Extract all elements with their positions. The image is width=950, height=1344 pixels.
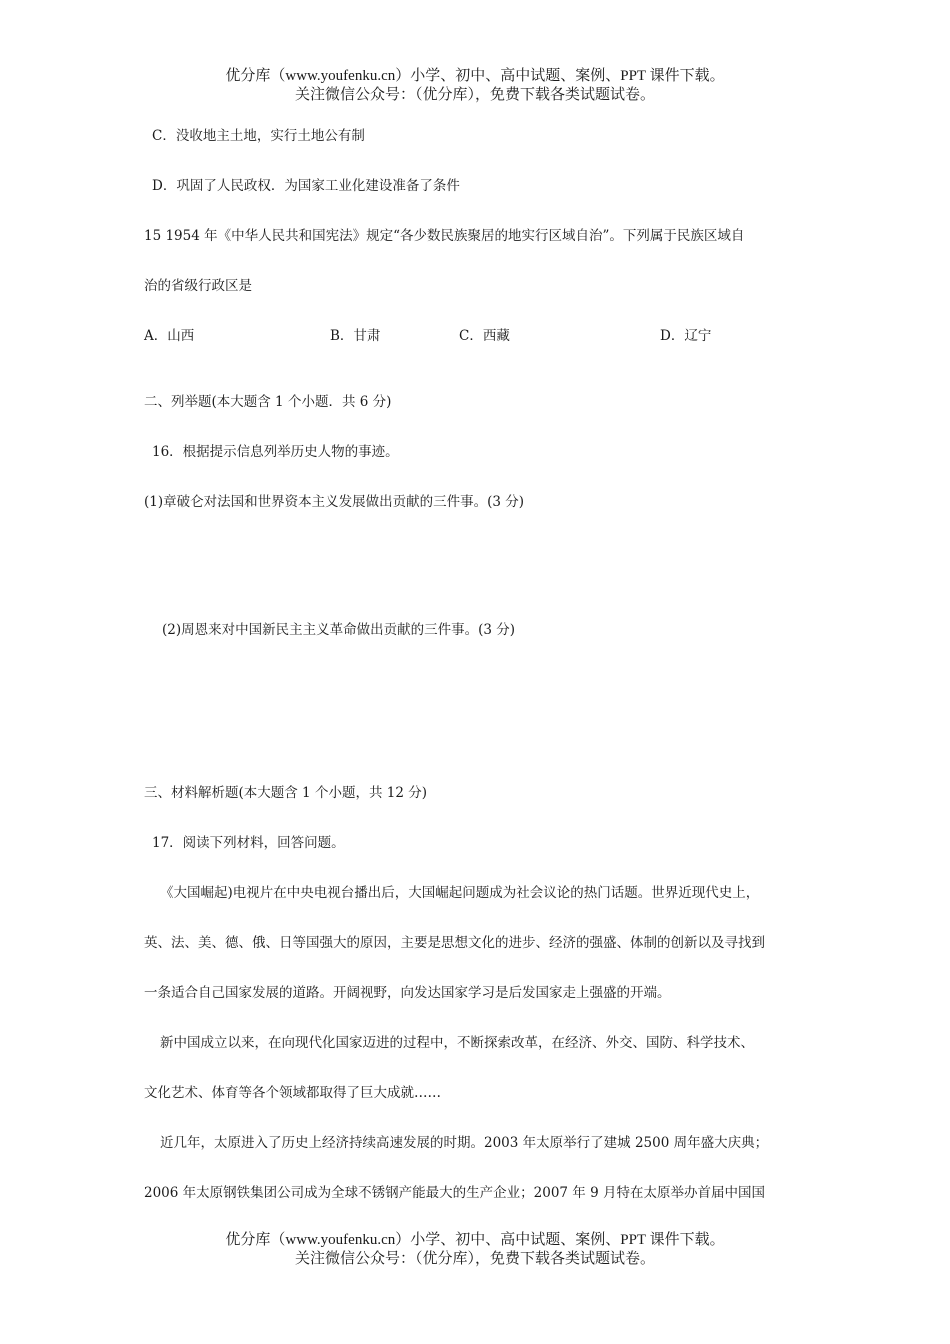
material-line-6: 近几年，太原进入了历史上经济持续高速发展的时期。2003 年太原举行了建城 2500 周年盛大庆典； — [160, 1135, 769, 1151]
q14-option-d: D．巩固了人民政权．为国家工业化建设准备了条件 — [152, 178, 460, 194]
material-line-7: 2006 年太原钢铁集团公司成为全球不锈钢产能最大的生产企业；2007 年 9 月特在太原举办首届中国国 — [144, 1185, 765, 1201]
material-line-5: 文化艺术、体育等各个领域都取得了巨大成就…… — [144, 1085, 441, 1101]
q17-stem: 17．阅读下列材料，回答问题。 — [152, 835, 345, 851]
section-2-title: 二、列举题(本大题含 1 个小题．共 6 分) — [144, 394, 392, 410]
header-line-1: 优分库（www.youfenku.cn）小学、初中、高中试题、案例、PPT 课件下载。 — [225, 68, 725, 84]
q16-part-2: (2)周恩来对中国新民主主义革命做出贡献的三件事。(3 分) — [162, 622, 516, 638]
q16-stem: 16．根据提示信息列举历史人物的事迹。 — [152, 444, 399, 460]
q15-stem-line-2: 治的省级行政区是 — [144, 278, 252, 294]
footer-line-2: 关注微信公众号：（优分库），免费下载各类试题试卷。 — [294, 1251, 655, 1267]
material-line-4: 新中国成立以来，在向现代化国家迈进的过程中，不断探索改革，在经济、外交、国防、科学技术、 — [160, 1035, 754, 1051]
material-line-2: 英、法、美、德、俄、日等国强大的原因，主要是思想文化的进步、经济的强盛、体制的创新以及寻找到 — [144, 935, 765, 951]
material-line-1: 《大国崛起)电视片在中央电视台播出后，大国崛起问题成为社会议论的热门话题。世界近现代史上， — [160, 885, 760, 901]
q14-option-c: C．没收地主土地，实行土地公有制 — [152, 128, 365, 144]
q15-stem-line-1: 15 1954 年《中华人民共和国宪法》规定“各少数民族聚居的地实行区域自治”。下列属于民族区域自 — [144, 228, 745, 244]
q15-option-a: A．山西 — [144, 328, 195, 344]
q16-part-1: (1)章破仑对法国和世界资本主义发展做出贡献的三件事。(3 分) — [144, 494, 525, 510]
q15-option-b: B．甘肃 — [330, 328, 381, 344]
q15-option-d: D．辽宁 — [660, 328, 712, 344]
section-3-title: 三、材料解析题(本大题含 1 个小题，共 12 分) — [144, 785, 427, 801]
footer-line-1: 优分库（www.youfenku.cn）小学、初中、高中试题、案例、PPT 课件下载。 — [225, 1232, 725, 1248]
material-line-3: 一条适合自己国家发展的道路。开阔视野，向发达国家学习是后发国家走上强盛的开端。 — [144, 985, 671, 1001]
q15-option-c: C．西藏 — [459, 328, 510, 344]
header-line-2: 关注微信公众号：（优分库），免费下载各类试题试卷。 — [294, 87, 655, 103]
